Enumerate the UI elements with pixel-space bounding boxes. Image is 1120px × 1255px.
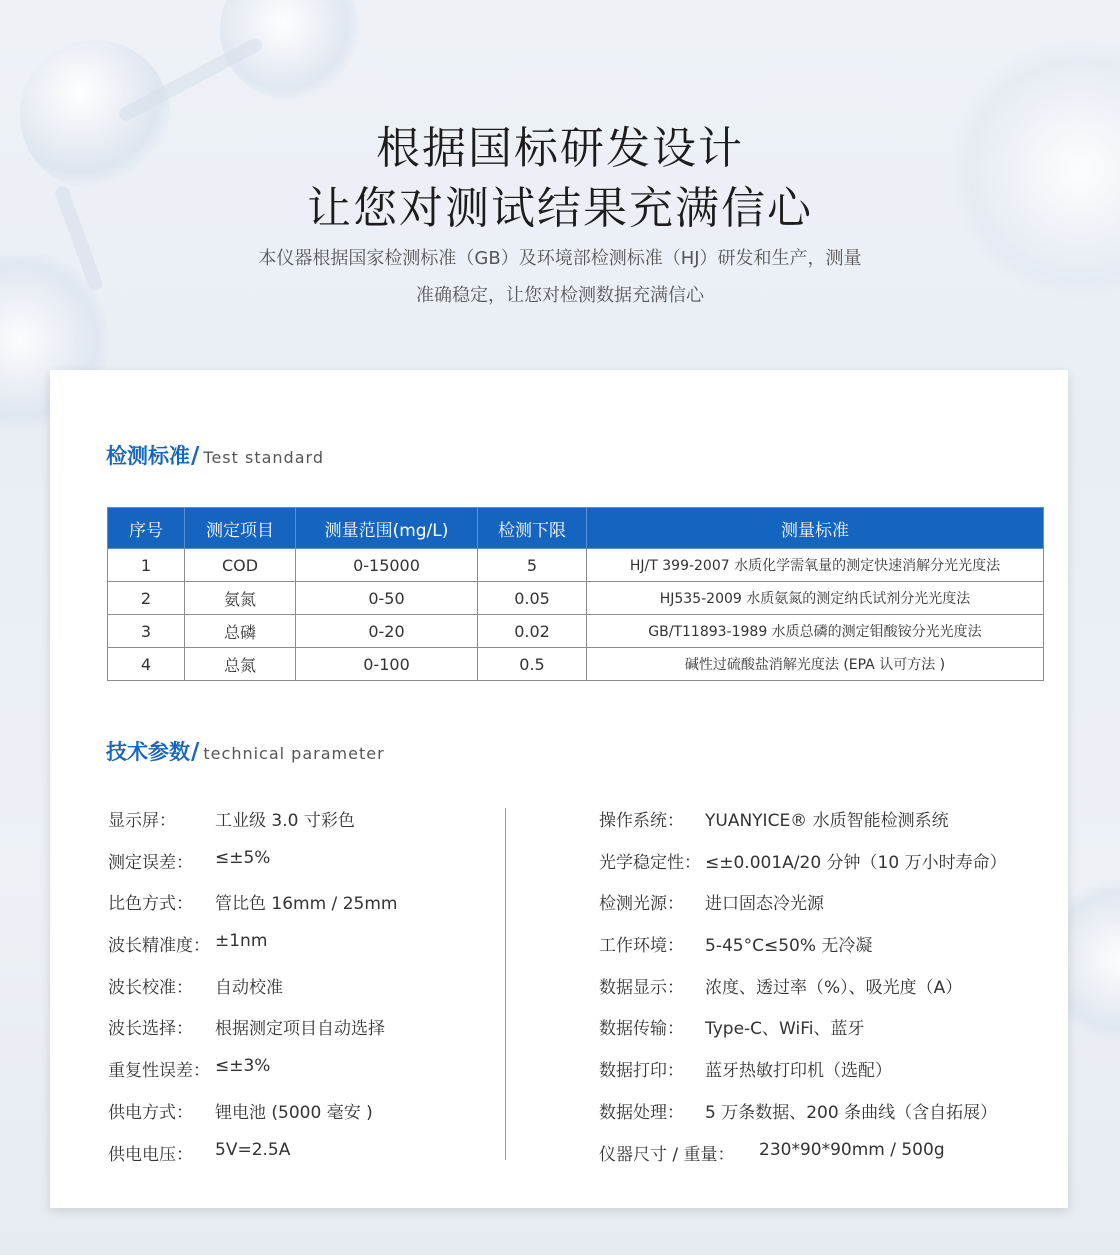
cell-item: 总氮 xyxy=(185,648,296,681)
column-header-range: 测量范围(mg/L) xyxy=(296,508,478,549)
cell-standard: GB/T11893-1989 水质总磷的测定钼酸铵分光光度法 xyxy=(587,615,1044,648)
intro-text-line-2: 准确稳定，让您对检测数据充满信心 xyxy=(416,285,704,306)
param-label: 供电电压： xyxy=(108,1144,193,1165)
column-header-item: 测定项目 xyxy=(185,508,296,549)
param-row xyxy=(108,1140,397,1182)
param-label: 显示屏： xyxy=(108,811,176,831)
molecule-bond xyxy=(117,36,265,123)
cell-item: COD xyxy=(185,549,296,582)
cell-item: 氨氮 xyxy=(185,582,296,615)
table-row xyxy=(108,648,1044,681)
section-title-slash: / xyxy=(191,443,200,469)
param-row xyxy=(108,848,397,890)
param-value: 5-45°C≤50% 无冷凝 xyxy=(705,936,873,957)
param-value: 锂电池 (5000 毫安 ) xyxy=(215,1102,373,1123)
param-label: 数据传输： xyxy=(599,1019,684,1040)
param-value: YUANYICE® 水质智能检测系统 xyxy=(705,811,949,831)
param-label: 仪器尺寸 / 重量： xyxy=(599,1144,735,1165)
param-label: 供电方式： xyxy=(108,1102,193,1123)
cell-range: 0-100 xyxy=(296,648,478,681)
param-label: 光学稳定性： xyxy=(599,852,701,873)
cell-standard: 碱性过硫酸盐消解光度法 (EPA 认可方法 ) xyxy=(587,648,1044,681)
param-row xyxy=(599,848,1007,890)
param-value: ≤±0.001A/20 分钟（10 万小时寿命） xyxy=(705,852,1007,873)
spec-card xyxy=(50,370,1068,1208)
param-label: 数据显示： xyxy=(599,977,684,998)
param-label: 测定误差： xyxy=(108,852,193,873)
standards-section-title xyxy=(106,440,324,470)
param-list-right xyxy=(599,806,1007,1181)
param-label: 数据处理： xyxy=(599,1102,684,1123)
standards-table xyxy=(107,507,1044,681)
param-row xyxy=(108,1014,397,1056)
cell-detection-limit: 0.5 xyxy=(478,648,587,681)
section-title-cn: 技术参数 xyxy=(106,740,190,764)
cell-detection-limit: 5 xyxy=(478,549,587,582)
cell-standard: HJ535-2009 水质氨氮的测定纳氏试剂分光光度法 xyxy=(587,582,1044,615)
param-value: 浓度、透过率（%）、吸光度（A） xyxy=(705,977,963,998)
param-row xyxy=(599,1140,1007,1182)
param-value: ±1nm xyxy=(215,931,268,952)
cell-index: 4 xyxy=(108,648,185,681)
param-value: 根据测定项目自动选择 xyxy=(215,1019,385,1040)
cell-index: 1 xyxy=(108,549,185,582)
param-label: 检测光源： xyxy=(599,894,684,915)
cell-detection-limit: 0.02 xyxy=(478,615,587,648)
param-label: 重复性误差： xyxy=(108,1061,210,1082)
param-row xyxy=(599,973,1007,1015)
cell-item: 总磷 xyxy=(185,615,296,648)
param-row xyxy=(108,931,397,973)
param-row xyxy=(599,1098,1007,1140)
param-row xyxy=(599,1014,1007,1056)
param-row xyxy=(108,806,397,848)
param-value: 5V=2.5A xyxy=(215,1139,291,1160)
cell-range: 0-15000 xyxy=(296,549,478,582)
param-label: 比色方式： xyxy=(108,894,193,915)
section-title-en: Test standard xyxy=(203,448,324,467)
column-header-index: 序号 xyxy=(108,508,185,549)
param-label: 操作系统： xyxy=(599,811,684,831)
param-value: 进口固态冷光源 xyxy=(705,894,824,915)
param-list-left xyxy=(108,806,397,1181)
cell-detection-limit: 0.05 xyxy=(478,582,587,615)
param-label: 波长校准： xyxy=(108,977,193,998)
param-row xyxy=(599,1056,1007,1098)
param-row xyxy=(599,806,1007,848)
param-value: 管比色 16mm / 25mm xyxy=(215,894,398,915)
param-row xyxy=(108,889,397,931)
column-divider xyxy=(505,808,506,1160)
cell-index: 2 xyxy=(108,582,185,615)
table-row xyxy=(108,615,1044,648)
headline-line-1: 根据国标研发设计 xyxy=(376,123,744,174)
column-header-standard: 测量标准 xyxy=(587,508,1044,549)
param-value: Type-C、WiFi、蓝牙 xyxy=(705,1019,865,1040)
cell-standard: HJ/T 399-2007 水质化学需氧量的测定快速消解分光光度法 xyxy=(587,549,1044,582)
cell-index: 3 xyxy=(108,615,185,648)
param-label: 波长选择： xyxy=(108,1019,193,1040)
param-row xyxy=(108,1056,397,1098)
param-value: 蓝牙热敏打印机（选配） xyxy=(705,1061,892,1082)
section-title-cn: 检测标准 xyxy=(106,444,190,468)
param-label: 工作环境： xyxy=(599,936,684,957)
param-row xyxy=(108,973,397,1015)
molecule-sphere xyxy=(220,0,360,100)
param-value: 自动校准 xyxy=(215,977,283,998)
table-row xyxy=(108,582,1044,615)
cell-range: 0-20 xyxy=(296,615,478,648)
param-label: 波长精准度： xyxy=(108,936,210,957)
param-row xyxy=(599,931,1007,973)
cell-range: 0-50 xyxy=(296,582,478,615)
param-value: 工业级 3.0 寸彩色 xyxy=(215,811,355,831)
param-value: ≤±5% xyxy=(215,847,271,868)
table-header-row xyxy=(108,508,1044,549)
param-row xyxy=(599,889,1007,931)
column-header-detection-limit: 检测下限 xyxy=(478,508,587,549)
intro-text-line-1: 本仪器根据国家检测标准（GB）及环境部检测标准（HJ）研发和生产，测量 xyxy=(258,248,862,269)
headline-line-2: 让您对测试结果充满信心 xyxy=(307,183,813,234)
param-label: 数据打印： xyxy=(599,1061,684,1082)
section-title-slash: / xyxy=(191,739,200,765)
param-value: ≤±3% xyxy=(215,1056,271,1077)
table-row xyxy=(108,549,1044,582)
param-value: 5 万条数据、200 条曲线（含自拓展） xyxy=(705,1102,998,1123)
param-row xyxy=(108,1098,397,1140)
section-title-en: technical parameter xyxy=(203,744,385,763)
param-value: 230*90*90mm / 500g xyxy=(759,1139,945,1160)
tech-section-title xyxy=(106,736,385,766)
